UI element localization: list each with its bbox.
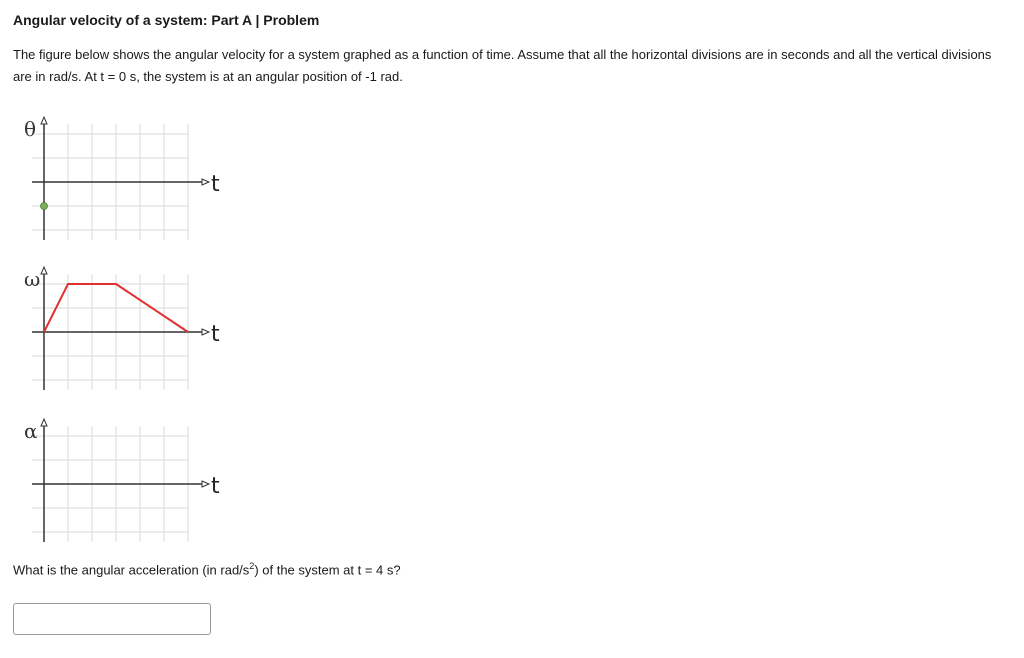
alpha-graph [20,414,220,550]
theta-graph-svg [20,112,220,248]
y-axis-label: α [24,419,38,443]
omega-graph-svg [20,262,220,398]
y-axis-label: ω [24,267,41,291]
initial-point [41,203,48,210]
page-title: Angular velocity of a system: Part A | Problem [13,12,320,28]
y-axis-label: θ [24,117,37,141]
x-axis-label: t [211,474,220,499]
omega-graph [20,262,220,398]
y-axis-arrow [41,419,47,426]
answer-input[interactable] [13,603,211,635]
x-axis-arrow [202,329,209,335]
x-axis-arrow [202,481,209,487]
problem-description: The figure below shows the angular velocity for a system graphed as a function of time. Assume that all the horizontal divisions are in seconds and all the vertical divisions are in rad/s. At t = 0 s, the system is at an angular position of -1 rad. [13,47,992,84]
y-axis-arrow [41,117,47,124]
y-axis-arrow [41,267,47,274]
x-axis-label: t [211,322,220,347]
question-text: What is the angular acceleration (in rad/$s^2$) of the system at t = 4 s? [13,561,401,578]
x-axis-arrow [202,179,209,185]
theta-graph [20,112,220,248]
x-axis-label: t [211,172,220,197]
alpha-graph-svg [20,414,220,550]
